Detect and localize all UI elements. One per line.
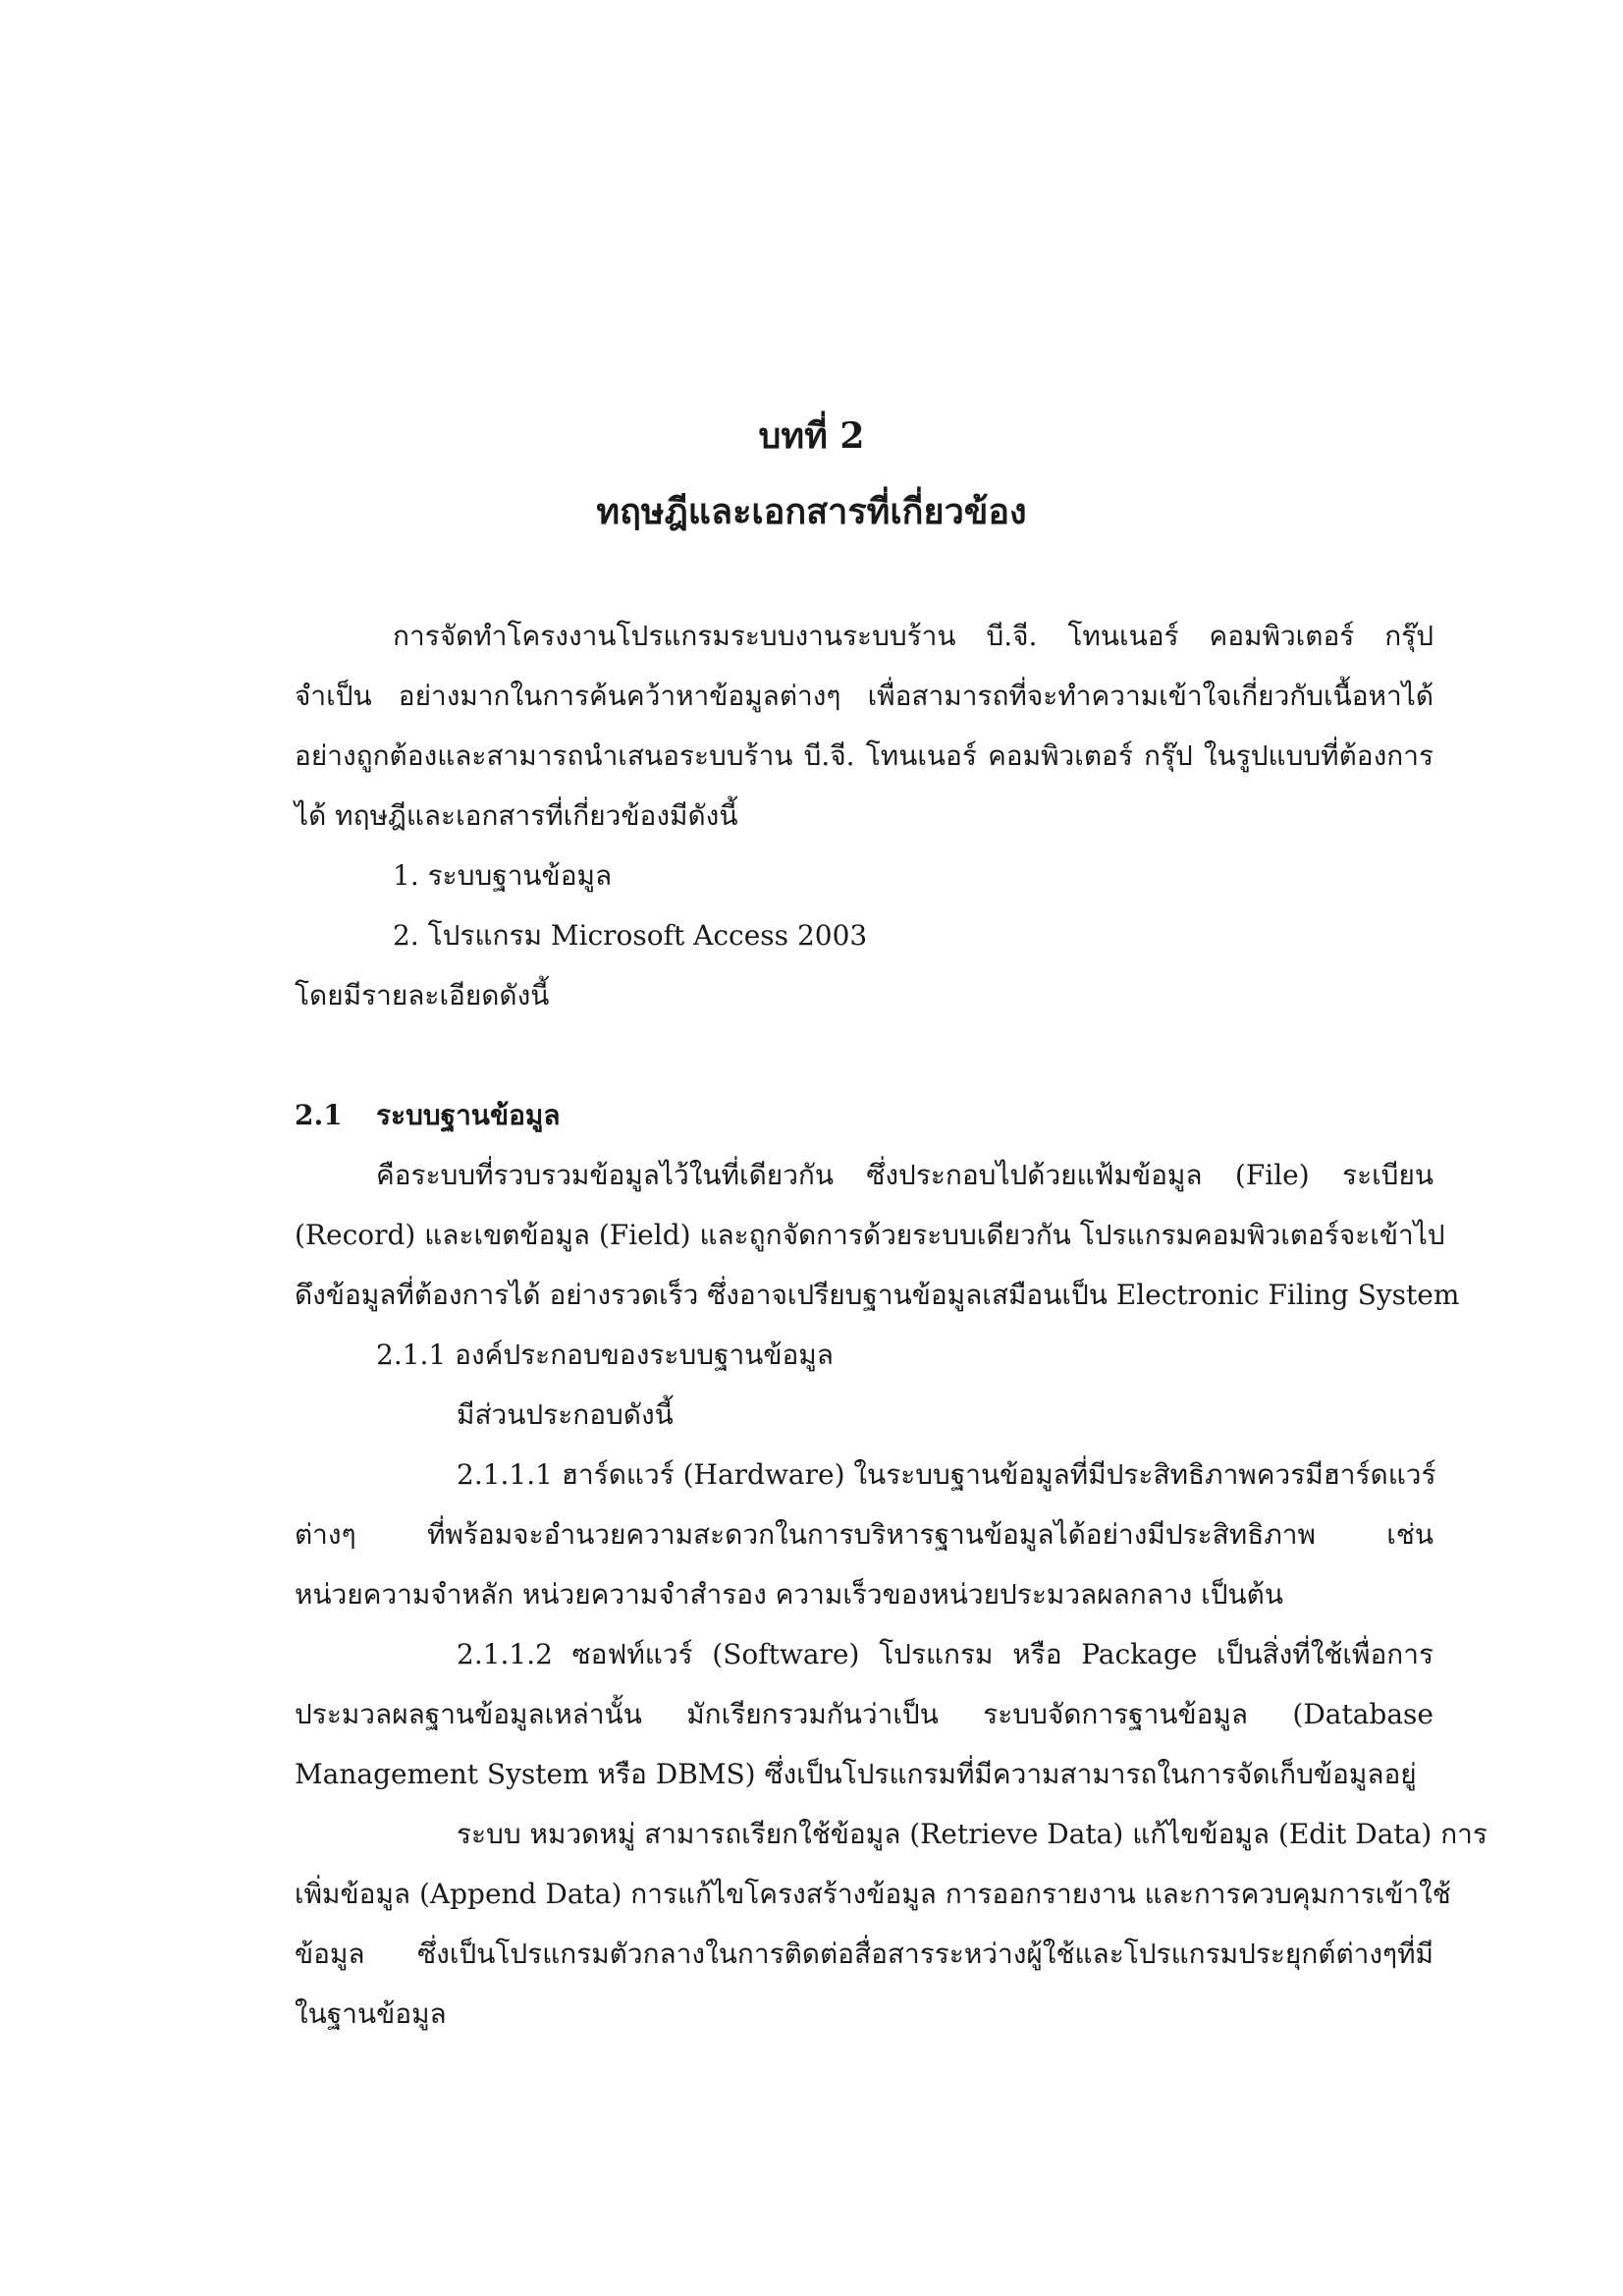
- intro-line: จำเป็น อย่างมากในการค้นคว้าหาข้อมูลต่างๆ เพื่อสามารถที่จะทำความเข้าใจเกี่ยวกับเนื้อหาได้: [295, 680, 1434, 712]
- body-line: Management System หรือ DBMS) ซึ่งเป็นโปรแกรมที่มีความสามารถในการจัดเก็บข้อมูลอยู่: [295, 1758, 1417, 1790]
- body-line: 2.1.1.2 ซอฟท์แวร์ (Software) โปรแกรม หรือ Package เป็นสิ่งที่ใช้เพื่อการ: [457, 1638, 1434, 1670]
- intro-line: อย่างถูกต้องและสามารถนำเสนอระบบร้าน บี.จี. โทนเนอร์ คอมพิวเตอร์ กรุ๊ป ในรูปแบบที่ต้องการ: [295, 739, 1434, 772]
- body-line: ข้อมูล ซึ่งเป็นโปรแกรมตัวกลางในการติดต่อสื่อสารระหว่างผู้ใช้และโปรแกรมประยุกต์ต่างๆที่มี: [295, 1938, 1434, 1970]
- body-line: ระบบ หมวดหมู่ สามารถเรียกใช้ข้อมูล (Retrieve Data) แก้ไขข้อมูล (Edit Data) การ: [457, 1818, 1488, 1850]
- body-line: เพิ่มข้อมูล (Append Data) การแก้ไขโครงสร้างข้อมูล การออกรายงาน และการควบคุมการเข้าใช้: [295, 1878, 1451, 1910]
- list-item: 1. ระบบฐานข้อมูล: [393, 859, 613, 892]
- body-line: คือระบบที่รวบรวมข้อมูลไว้ในที่เดียวกัน ซึ่งประกอบไปด้วยแฟ้มข้อมูล (File) ระเบียน: [376, 1159, 1434, 1191]
- chapter-number: บทที่ 2: [758, 415, 865, 457]
- section-number: 2.1: [295, 1099, 343, 1131]
- body-line: ในฐานข้อมูล: [295, 1997, 447, 2030]
- body-line: ต่างๆ ที่พร้อมจะอำนวยความสะดวกในการบริหารฐานข้อมูลได้อย่างมีประสิทธิภาพ เช่น: [295, 1518, 1434, 1551]
- intro-closing: โดยมีรายละเอียดดังนี้: [295, 979, 550, 1011]
- section-title: ระบบฐานข้อมูล: [376, 1099, 561, 1131]
- body-line: หน่วยความจำหลัก หน่วยความจำสำรอง ความเร็วของหน่วยประมวลผลกลาง เป็นต้น: [295, 1578, 1283, 1611]
- list-item: 2. โปรแกรม Microsoft Access 2003: [393, 919, 868, 952]
- subsection-intro: มีส่วนประกอบดังนี้: [457, 1398, 674, 1431]
- body-line: (Record) และเขตข้อมูล (Field) และถูกจัดการด้วยระบบเดียวกัน โปรแกรมคอมพิวเตอร์จะเข้าไป: [295, 1219, 1445, 1251]
- body-line: 2.1.1.1 ฮาร์ดแวร์ (Hardware) ในระบบฐานข้อมูลที่มีประสิทธิภาพควรมีฮาร์ดแวร์: [457, 1458, 1436, 1491]
- chapter-title: ทฤษฎีและเอกสารที่เกี่ยวข้อง: [596, 491, 1027, 532]
- intro-line: การจัดทำโครงงานโปรแกรมระบบงานระบบร้าน บี.จี. โทนเนอร์ คอมพิวเตอร์ กรุ๊ป: [393, 620, 1434, 652]
- body-line: ประมวลผลฐานข้อมูลเหล่านั้น มักเรียกรวมกันว่าเป็น ระบบจัดการฐานข้อมูล (Database: [295, 1698, 1434, 1730]
- subsection-heading: 2.1.1 องค์ประกอบของระบบฐานข้อมูล: [376, 1339, 834, 1371]
- body-line: ดึงข้อมูลที่ต้องการได้ อย่างรวดเร็ว ซึ่งอาจเปรียบฐานข้อมูลเสมือนเป็น Electronic Filing System: [295, 1279, 1460, 1311]
- intro-line: ได้ ทฤษฎีและเอกสารที่เกี่ยวข้องมีดังนี้: [295, 799, 738, 832]
